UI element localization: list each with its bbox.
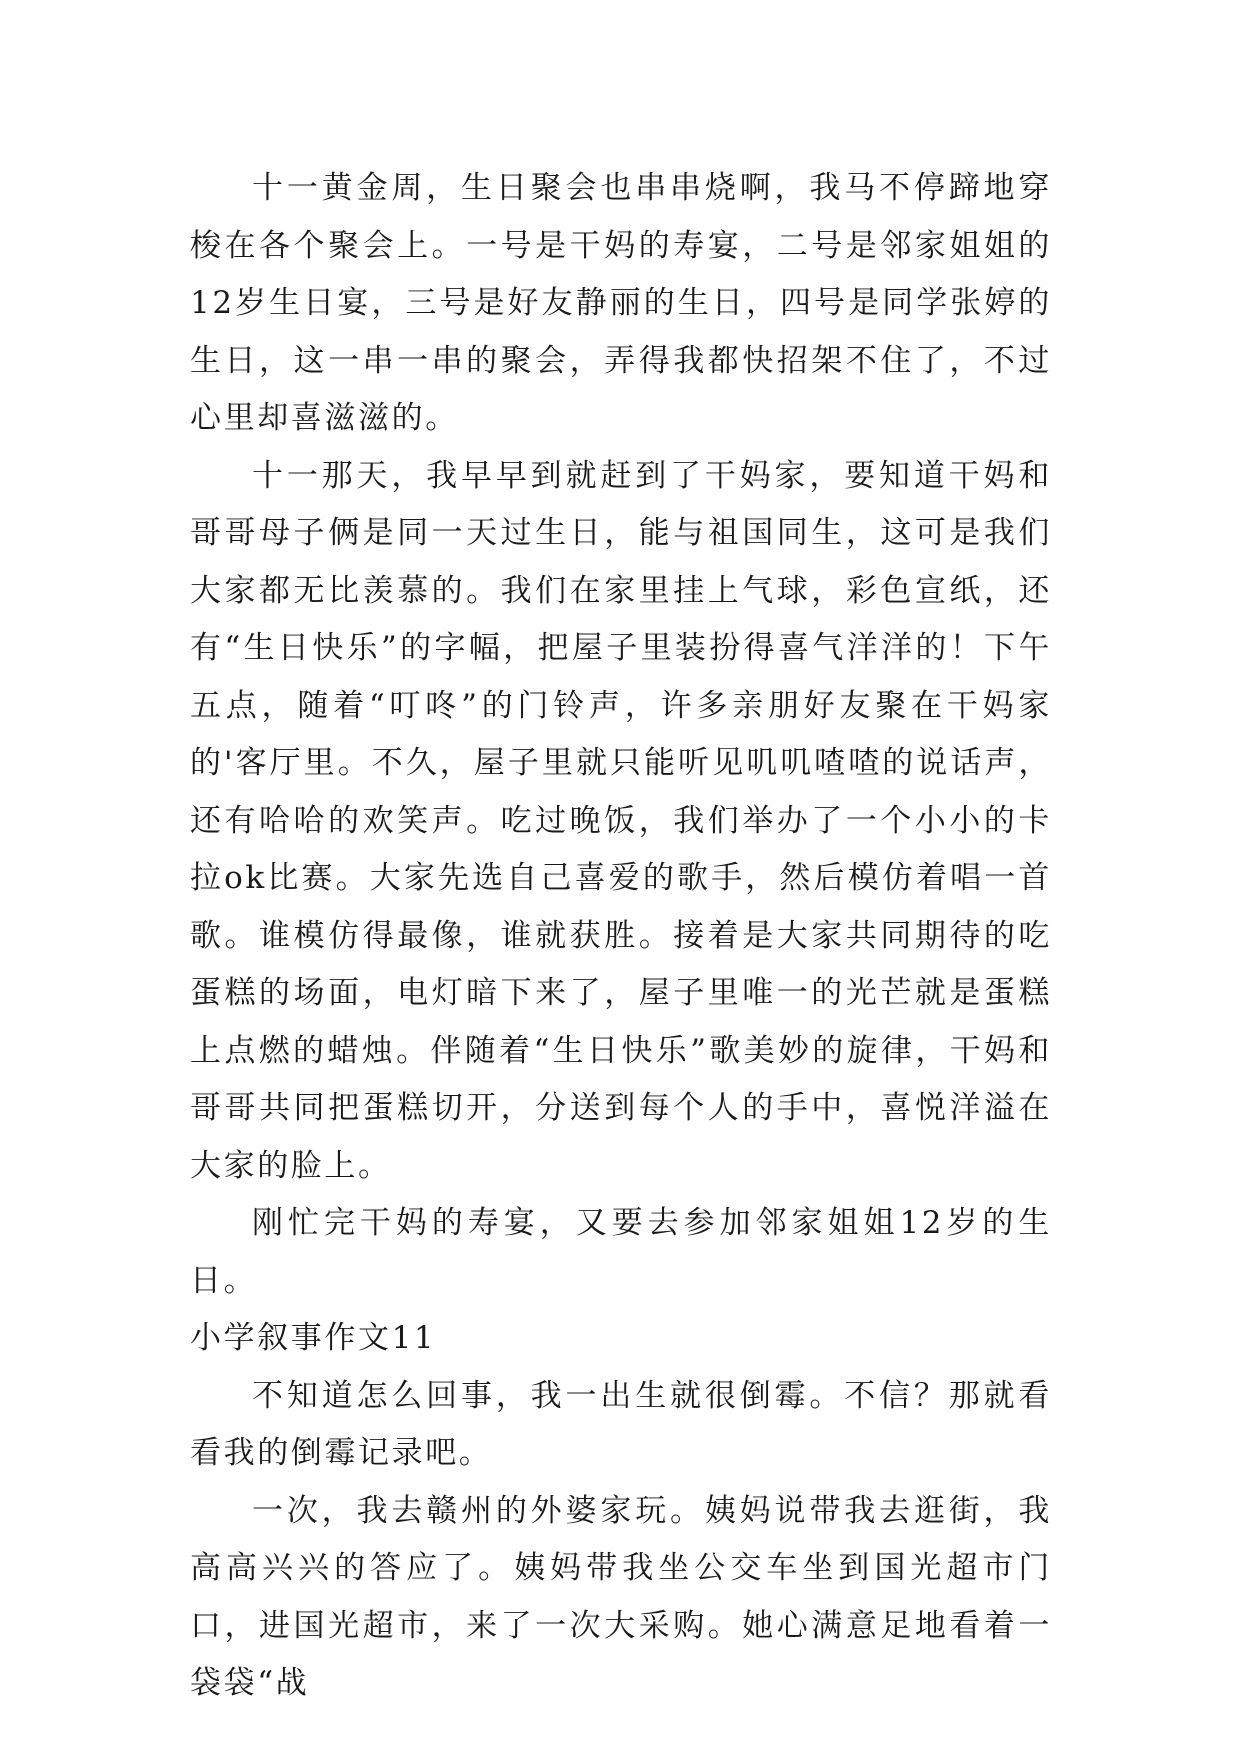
paragraph-unlucky-intro: 不知道怎么回事，我一出生就很倒霉。不信？那就看看我的倒霉记录吧。 <box>190 1377 1052 1471</box>
paragraph-grandma-visit: 一次，我去赣州的外婆家玩。姨妈说带我去逛街，我高高兴兴的答应了。姨妈带我坐公交车坐到国光超市门口，进国光超市，来了一次大采购。她心满意足地看着一袋袋“战 <box>190 1492 1052 1701</box>
essay-heading: 小学叙事作文11 <box>190 1320 437 1356</box>
document-page <box>190 160 1052 1713</box>
paragraph-godmother-party: 十一那天，我早早到就赶到了干妈家，要知道干妈和哥哥母子俩是同一天过生日，能与祖国同生，这可是我们大家都无比羡慕的。我们在家里挂上气球，彩色宣纸，还有“生日快乐”的字幅，把屋子里装扮得喜气洋洋的！下午五点，随着“叮咚”的门铃声，许多亲朋好友聚在干妈家的'客厅里。不久，屋子里就只能听见叽叽喳喳的说话声，还有哈哈的欢笑声。吃过晚饭，我们举办了一个小小的卡拉ok比赛。大家先选自己喜爱的歌手，然后模仿着唱一首歌。谁模仿得最像，谁就获胜。接着是大家共同期待的吃蛋糕的场面，电灯暗下来了，屋子里唯一的光芒就是蛋糕上点燃的蜡烛。伴随着“生日快乐”歌美妙的旋律，干妈和哥哥共同把蛋糕切开，分送到每个人的手中，喜悦洋溢在大家的脸上。 <box>190 457 1052 1184</box>
paragraph-birthday-week: 十一黄金周，生日聚会也串串烧啊，我马不停蹄地穿梭在各个聚会上。一号是干妈的寿宴，二号是邻家姐姐的12岁生日宴，三号是好友静丽的生日，四号是同学张婷的生日，这一串一串的聚会，弄得我都快招架不住了，不过心里却喜滋滋的。 <box>190 170 1052 436</box>
paragraph-neighbor-birthday: 刚忙完干妈的寿宴，又要去参加邻家姐姐12岁的生日。 <box>190 1205 1052 1299</box>
